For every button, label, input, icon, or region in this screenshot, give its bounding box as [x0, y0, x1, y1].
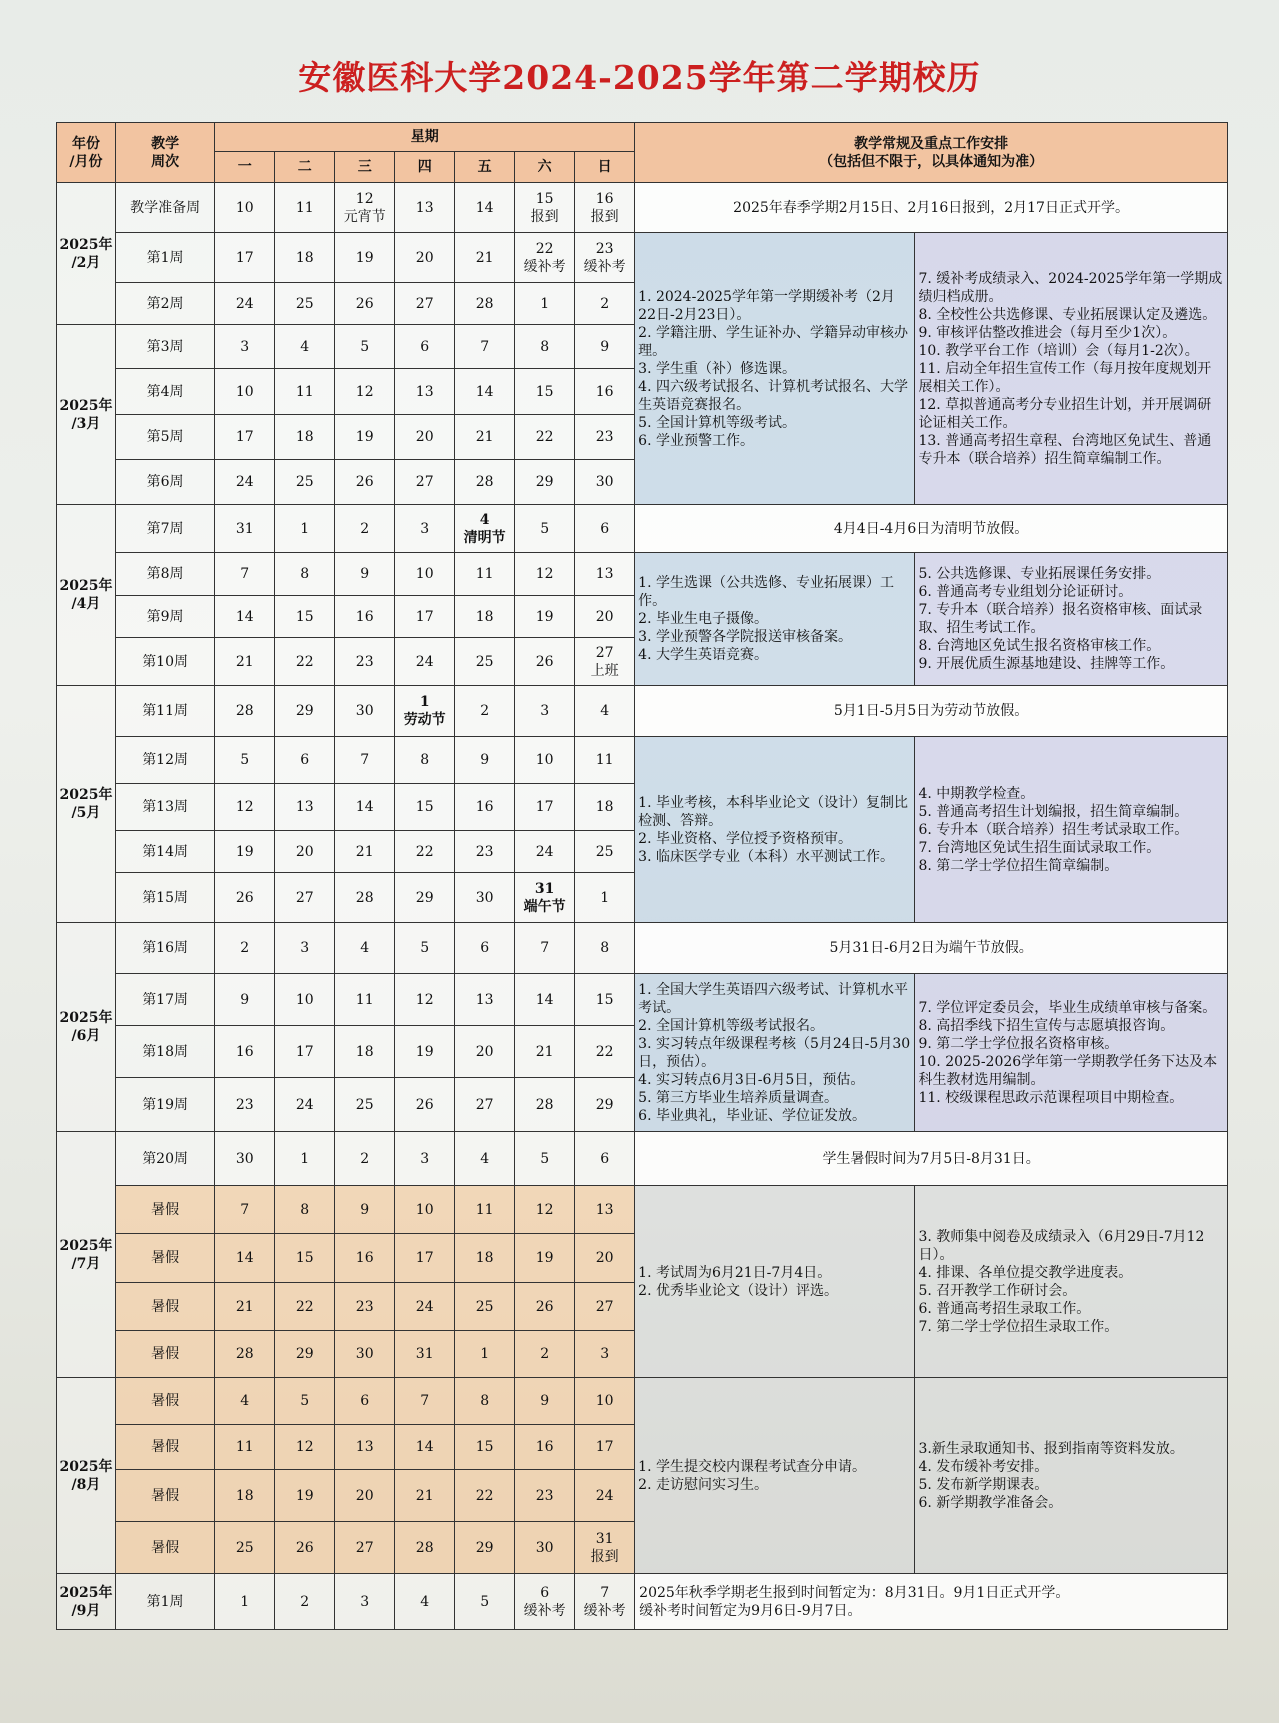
day-cell: 1 [215, 1574, 275, 1630]
week-cell: 暑假 [115, 1283, 214, 1331]
day-cell: 7 [455, 325, 515, 369]
day-cell: 20 [575, 596, 635, 638]
day-cell: 3 [575, 1331, 635, 1378]
day-cell: 18 [455, 1234, 515, 1283]
week-row [57, 553, 1228, 596]
day-cell: 15 [275, 1234, 335, 1283]
day-cell: 20 [395, 233, 455, 283]
day-cell: 27 上班 [575, 638, 635, 686]
week-cell: 第10周 [115, 638, 214, 686]
day-cell: 18 [455, 596, 515, 638]
day-cell: 1 [515, 283, 575, 325]
day-cell: 9 [515, 1378, 575, 1425]
day-cell: 3 [515, 686, 575, 737]
day-cell: 17 [395, 1234, 455, 1283]
week-cell: 暑假 [115, 1425, 214, 1470]
week-cell: 第9周 [115, 596, 214, 638]
day-cell: 22 缓补考 [515, 233, 575, 283]
day-cell: 12 [275, 1425, 335, 1470]
header-day: 一 [215, 152, 275, 183]
day-cell: 24 [575, 1470, 635, 1522]
notice-cell: 4月4日-4月6日为清明节放假。 [635, 505, 1228, 553]
day-cell: 4 [335, 923, 395, 974]
week-cell: 教学准备周 [115, 183, 214, 233]
notes-left: 1. 学生提交校内课程考试查分申请。 2. 走访慰问实习生。 [635, 1378, 915, 1574]
day-cell: 2 [575, 283, 635, 325]
header-day: 四 [395, 152, 455, 183]
day-cell: 25 [335, 1078, 395, 1132]
day-cell: 22 [395, 831, 455, 873]
day-cell: 1 劳动节 [395, 686, 455, 737]
day-cell: 26 [275, 1522, 335, 1574]
day-cell: 17 [275, 1026, 335, 1078]
day-cell: 20 [275, 831, 335, 873]
week-cell: 第4周 [115, 369, 214, 415]
day-cell: 12 [335, 369, 395, 415]
day-cell: 26 [335, 283, 395, 325]
notes-left: 1. 全国大学生英语四六级考试、计算机水平考试。 2. 全国计算机等级考试报名。 3. 实习转点年级课程考核（5月24日-5月30日，预估）。 4. 实习转点6月3日-6月5日，预估。 5. 第三方毕业生培养质量调查。 6. 毕业典礼，毕业证、学位证发放。 [635, 974, 915, 1132]
day-cell: 1 [455, 1331, 515, 1378]
day-cell: 6 [335, 1378, 395, 1425]
day-cell: 22 [275, 1283, 335, 1331]
day-cell: 10 [395, 1186, 455, 1234]
week-row [57, 1186, 1228, 1234]
week-cell: 第11周 [115, 686, 214, 737]
day-cell: 6 缓补考 [515, 1574, 575, 1630]
day-cell: 18 [275, 233, 335, 283]
day-cell: 1 [275, 505, 335, 553]
notes-right: 3. 教师集中阅卷及成绩录入（6月29日-7月12日）。 4. 排课、各单位提交教学进度表。 5. 召开教学工作研讨会。 6. 普通高考招生录取工作。 7. 第二学士学位招生录取工作。 [915, 1186, 1228, 1378]
day-cell: 21 [455, 233, 515, 283]
day-cell: 31 [395, 1331, 455, 1378]
day-cell: 23 [455, 831, 515, 873]
day-cell: 3 [215, 325, 275, 369]
day-cell: 19 [395, 1026, 455, 1078]
notes-right: 5. 公共选修课、专业拓展课任务安排。 6. 普通高考专业组划分论证研讨。 7. 专升本（联合培养）报名资格审核、面试录取、招生考试工作。 8. 台湾地区免试生报名资格审核工作。 9. 开展优质生源基地建设、挂牌等工作。 [915, 553, 1228, 686]
notes-left: 1. 考试周为6月21日-7月4日。 2. 优秀毕业论文（设计）评选。 [635, 1186, 915, 1378]
day-cell: 24 [215, 460, 275, 505]
day-cell: 21 [335, 831, 395, 873]
day-cell: 7 [395, 1378, 455, 1425]
week-cell: 第13周 [115, 784, 214, 831]
day-cell: 28 [335, 873, 395, 923]
day-cell: 23 [215, 1078, 275, 1132]
day-cell: 13 [335, 1425, 395, 1470]
notes-left: 1. 2024-2025学年第一学期缓补考（2月22日-2月23日）。 2. 学籍注册、学生证补办、学籍异动审核办理。 3. 学生重（补）修选课。 4. 四六级考试报名、计算机考试报名、大学生英语竞赛报名。 5. 全国计算机等级考试。 6. 学业预警工作。 [635, 233, 915, 505]
day-cell: 28 [515, 1078, 575, 1132]
day-cell: 13 [455, 974, 515, 1026]
day-cell: 20 [575, 1234, 635, 1283]
page-title: 安徽医科大学2024-2025学年第二学期校历 [298, 58, 981, 97]
day-cell: 16 [335, 596, 395, 638]
day-cell: 10 [215, 369, 275, 415]
day-cell: 18 [335, 1026, 395, 1078]
day-cell: 30 [335, 1331, 395, 1378]
day-cell: 17 [215, 233, 275, 283]
day-cell: 4 [215, 1378, 275, 1425]
calendar-table [56, 122, 1228, 1630]
header-day: 六 [515, 152, 575, 183]
notice-cell: 5月31日-6月2日为端午节放假。 [635, 923, 1228, 974]
day-cell: 20 [455, 1026, 515, 1078]
week-cell: 暑假 [115, 1234, 214, 1283]
day-cell: 10 [395, 553, 455, 596]
week-row [57, 1378, 1228, 1425]
week-cell: 第17周 [115, 974, 214, 1026]
month-cell: 2025年 /5月 [57, 686, 116, 923]
week-cell: 暑假 [115, 1522, 214, 1574]
notice-cell: 2025年春季学期2月15日、2月16日报到，2月17日正式开学。 [635, 183, 1228, 233]
day-cell: 10 [215, 183, 275, 233]
day-cell: 28 [215, 686, 275, 737]
header-month: 年份 /月份 [57, 123, 116, 183]
day-cell: 23 [335, 1283, 395, 1331]
day-cell: 31 端午节 [515, 873, 575, 923]
day-cell: 4 [275, 325, 335, 369]
week-cell: 暑假 [115, 1186, 214, 1234]
day-cell: 8 [455, 1378, 515, 1425]
day-cell: 26 [215, 873, 275, 923]
day-cell: 30 [455, 873, 515, 923]
day-cell: 21 [215, 638, 275, 686]
day-cell: 21 [455, 415, 515, 460]
day-cell: 9 [335, 1186, 395, 1234]
day-cell: 2 [335, 505, 395, 553]
notes-right: 4. 中期教学检查。 5. 普通高考招生计划编报，招生简章编制。 6. 专升本（联合培养）招生考试录取工作。 7. 台湾地区免试生招生面试录取工作。 8. 第二学士学位招生简章编制。 [915, 737, 1228, 923]
day-cell: 24 [275, 1078, 335, 1132]
day-cell: 15 [275, 596, 335, 638]
day-cell: 19 [335, 233, 395, 283]
header-day: 二 [275, 152, 335, 183]
day-cell: 22 [275, 638, 335, 686]
day-cell: 25 [455, 638, 515, 686]
day-cell: 22 [455, 1470, 515, 1522]
month-cell: 2025年 /3月 [57, 325, 116, 505]
day-cell: 27 [275, 873, 335, 923]
day-cell: 25 [275, 460, 335, 505]
day-cell: 5 [275, 1378, 335, 1425]
day-cell: 12 元宵节 [335, 183, 395, 233]
day-cell: 2 [215, 923, 275, 974]
week-cell: 第1周 [115, 233, 214, 283]
day-cell: 8 [395, 737, 455, 784]
day-cell: 25 [215, 1522, 275, 1574]
day-cell: 8 [575, 923, 635, 974]
week-row [57, 233, 1228, 283]
day-cell: 3 [395, 505, 455, 553]
day-cell: 27 [455, 1078, 515, 1132]
day-cell: 11 [275, 183, 335, 233]
day-cell: 17 [515, 784, 575, 831]
day-cell: 24 [395, 1283, 455, 1331]
month-cell: 2025年 /7月 [57, 1132, 116, 1378]
week-row [57, 686, 1228, 737]
day-cell: 7 缓补考 [575, 1574, 635, 1630]
day-cell: 8 [515, 325, 575, 369]
day-cell: 17 [215, 415, 275, 460]
day-cell: 25 [575, 831, 635, 873]
day-cell: 29 [395, 873, 455, 923]
notes-right: 3.新生录取通知书、报到指南等资料发放。 4. 发布缓补考安排。 5. 发布新学期课表。 6. 新学期教学准备会。 [915, 1378, 1228, 1574]
day-cell: 6 [575, 1132, 635, 1186]
header-weekday: 星期 [215, 123, 635, 152]
day-cell: 14 [515, 974, 575, 1026]
day-cell: 3 [335, 1574, 395, 1630]
header-day: 日 [575, 152, 635, 183]
day-cell: 13 [275, 784, 335, 831]
day-cell: 23 缓补考 [575, 233, 635, 283]
week-cell: 暑假 [115, 1331, 214, 1378]
day-cell: 5 [515, 505, 575, 553]
day-cell: 13 [395, 369, 455, 415]
header-notes: 教学常规及重点工作安排 （包括但不限于，以具体通知为准） [635, 123, 1228, 183]
month-cell: 2025年 /8月 [57, 1378, 116, 1574]
day-cell: 9 [215, 974, 275, 1026]
day-cell: 28 [215, 1331, 275, 1378]
week-cell: 第1周 [115, 1574, 214, 1630]
day-cell: 30 [215, 1132, 275, 1186]
week-cell: 第19周 [115, 1078, 214, 1132]
day-cell: 2 [455, 686, 515, 737]
day-cell: 25 [275, 283, 335, 325]
notes-left: 1. 毕业考核，本科毕业论文（设计）复制比检测、答辩。 2. 毕业资格、学位授予资格预审。 3. 临床医学专业（本科）水平测试工作。 [635, 737, 915, 923]
day-cell: 6 [455, 923, 515, 974]
day-cell: 12 [515, 1186, 575, 1234]
day-cell: 27 [575, 1283, 635, 1331]
notes-left: 1. 学生选课（公共选修、专业拓展课）工作。 2. 毕业生电子摄像。 3. 学业预警各学院报送审核备案。 4. 大学生英语竞赛。 [635, 553, 915, 686]
week-row [57, 505, 1228, 553]
header-day: 三 [335, 152, 395, 183]
week-row [57, 1132, 1228, 1186]
day-cell: 25 [455, 1283, 515, 1331]
notes-right: 7. 缓补考成绩录入、2024-2025学年第一学期成绩归档成册。 8. 全校性公共选修课、专业拓展课认定及遴选。 9. 审核评估整改推进会（每月至少1次）。 10. 教学平台工作（培训）会（每月1-2次）。 11. 启动全年招生宣传工作（每月按年度规划开展相关工作）。 12. 草拟普通高考分专业招生计划，并开展调研论证相关工作。 13. 普通高考招生章程、台湾地区免试生、普通专升本（联合培养）招生简章编制工作。 [915, 233, 1228, 505]
day-cell: 16 [455, 784, 515, 831]
day-cell: 19 [215, 831, 275, 873]
day-cell: 8 [275, 1186, 335, 1234]
header-day: 五 [455, 152, 515, 183]
day-cell: 26 [335, 460, 395, 505]
day-cell: 5 [455, 1574, 515, 1630]
week-cell: 暑假 [115, 1470, 214, 1522]
day-cell: 22 [575, 1026, 635, 1078]
day-cell: 29 [275, 686, 335, 737]
day-cell: 3 [275, 923, 335, 974]
day-cell: 6 [395, 325, 455, 369]
week-row [57, 923, 1228, 974]
day-cell: 7 [335, 737, 395, 784]
day-cell: 12 [515, 553, 575, 596]
header-row [57, 123, 1228, 152]
day-cell: 30 [515, 1522, 575, 1574]
day-cell: 2 [275, 1574, 335, 1630]
day-cell: 19 [335, 415, 395, 460]
month-cell: 2025年 /2月 [57, 183, 116, 325]
day-cell: 15 报到 [515, 183, 575, 233]
week-row [57, 1574, 1228, 1630]
day-cell: 10 [515, 737, 575, 784]
day-cell: 24 [395, 638, 455, 686]
day-cell: 17 [575, 1425, 635, 1470]
week-cell: 第6周 [115, 460, 214, 505]
day-cell: 16 [215, 1026, 275, 1078]
day-cell: 29 [455, 1522, 515, 1574]
day-cell: 20 [395, 415, 455, 460]
day-cell: 11 [455, 553, 515, 596]
day-cell: 12 [395, 974, 455, 1026]
day-cell: 7 [215, 1186, 275, 1234]
month-cell: 2025年 /9月 [57, 1574, 116, 1630]
day-cell: 19 [515, 1234, 575, 1283]
day-cell: 21 [215, 1283, 275, 1331]
notice-cell: 5月1日-5月5日为劳动节放假。 [635, 686, 1228, 737]
day-cell: 18 [575, 784, 635, 831]
day-cell: 23 [335, 638, 395, 686]
day-cell: 28 [455, 460, 515, 505]
day-cell: 11 [335, 974, 395, 1026]
notice-cell: 学生暑假时间为7月5日-8月31日。 [635, 1132, 1228, 1186]
day-cell: 16 [515, 1425, 575, 1470]
month-cell: 2025年 /4月 [57, 505, 116, 686]
day-cell: 5 [215, 737, 275, 784]
week-cell: 第14周 [115, 831, 214, 873]
day-cell: 9 [575, 325, 635, 369]
day-cell: 27 [395, 460, 455, 505]
week-row [57, 974, 1228, 1026]
day-cell: 17 [395, 596, 455, 638]
day-cell: 29 [575, 1078, 635, 1132]
week-cell: 第7周 [115, 505, 214, 553]
day-cell: 18 [275, 415, 335, 460]
day-cell: 7 [515, 923, 575, 974]
day-cell: 24 [215, 283, 275, 325]
day-cell: 29 [515, 460, 575, 505]
day-cell: 11 [215, 1425, 275, 1470]
day-cell: 27 [335, 1522, 395, 1574]
week-cell: 第20周 [115, 1132, 214, 1186]
week-cell: 第3周 [115, 325, 214, 369]
day-cell: 2 [515, 1331, 575, 1378]
day-cell: 30 [335, 686, 395, 737]
day-cell: 7 [215, 553, 275, 596]
day-cell: 15 [575, 974, 635, 1026]
day-cell: 18 [215, 1470, 275, 1522]
day-cell: 4 [455, 1132, 515, 1186]
week-cell: 暑假 [115, 1378, 214, 1425]
day-cell: 15 [515, 369, 575, 415]
day-cell: 5 [395, 923, 455, 974]
day-cell: 19 [515, 596, 575, 638]
day-cell: 31 [215, 505, 275, 553]
day-cell: 16 [335, 1234, 395, 1283]
day-cell: 24 [515, 831, 575, 873]
day-cell: 30 [575, 460, 635, 505]
day-cell: 9 [335, 553, 395, 596]
week-row [57, 737, 1228, 784]
day-cell: 20 [335, 1470, 395, 1522]
day-cell: 13 [575, 1186, 635, 1234]
day-cell: 19 [275, 1470, 335, 1522]
day-cell: 6 [275, 737, 335, 784]
day-cell: 14 [215, 596, 275, 638]
day-cell: 12 [215, 784, 275, 831]
week-cell: 第18周 [115, 1026, 214, 1078]
day-cell: 23 [575, 415, 635, 460]
header-week: 教学 周次 [115, 123, 214, 183]
week-cell: 第5周 [115, 415, 214, 460]
day-cell: 1 [275, 1132, 335, 1186]
day-cell: 28 [395, 1522, 455, 1574]
day-cell: 10 [275, 974, 335, 1026]
day-cell: 8 [275, 553, 335, 596]
day-cell: 4 清明节 [455, 505, 515, 553]
week-cell: 第2周 [115, 283, 214, 325]
day-cell: 2 [335, 1132, 395, 1186]
month-cell: 2025年 /6月 [57, 923, 116, 1132]
day-cell: 31 报到 [575, 1522, 635, 1574]
day-cell: 23 [515, 1470, 575, 1522]
notes-right: 7. 学位评定委员会，毕业生成绩单审核与备案。 8. 高招季线下招生宣传与志愿填报咨询。 9. 第二学士学位报名资格审核。 10. 2025-2026学年第一学期教学任务下达及本科生教材选用编制。 11. 校级课程思政示范课程项目中期检查。 [915, 974, 1228, 1132]
week-cell: 第8周 [115, 553, 214, 596]
day-cell: 29 [275, 1331, 335, 1378]
day-cell: 21 [515, 1026, 575, 1078]
day-cell: 14 [215, 1234, 275, 1283]
day-cell: 27 [395, 283, 455, 325]
day-cell: 11 [275, 369, 335, 415]
day-cell: 14 [455, 369, 515, 415]
notice-cell: 2025年秋季学期老生报到时间暂定为：8月31日。9月1日正式开学。 缓补考时间暂定为9月6日-9月7日。 [635, 1574, 1228, 1630]
day-cell: 1 [575, 873, 635, 923]
day-cell: 14 [455, 183, 515, 233]
day-cell: 15 [395, 784, 455, 831]
day-cell: 11 [575, 737, 635, 784]
day-cell: 3 [395, 1132, 455, 1186]
day-cell: 5 [335, 325, 395, 369]
day-cell: 4 [395, 1574, 455, 1630]
day-cell: 11 [455, 1186, 515, 1234]
day-cell: 26 [515, 1283, 575, 1331]
day-cell: 13 [395, 183, 455, 233]
day-cell: 28 [455, 283, 515, 325]
day-cell: 6 [575, 505, 635, 553]
day-cell: 16 报到 [575, 183, 635, 233]
day-cell: 4 [575, 686, 635, 737]
week-cell: 第15周 [115, 873, 214, 923]
day-cell: 16 [575, 369, 635, 415]
day-cell: 14 [335, 784, 395, 831]
day-cell: 26 [515, 638, 575, 686]
day-cell: 22 [515, 415, 575, 460]
day-cell: 10 [575, 1378, 635, 1425]
day-cell: 21 [395, 1470, 455, 1522]
day-cell: 14 [395, 1425, 455, 1470]
day-cell: 15 [455, 1425, 515, 1470]
day-cell: 13 [575, 553, 635, 596]
day-cell: 26 [395, 1078, 455, 1132]
week-cell: 第16周 [115, 923, 214, 974]
week-cell: 第12周 [115, 737, 214, 784]
day-cell: 5 [515, 1132, 575, 1186]
week-row [57, 183, 1228, 233]
day-cell: 9 [455, 737, 515, 784]
